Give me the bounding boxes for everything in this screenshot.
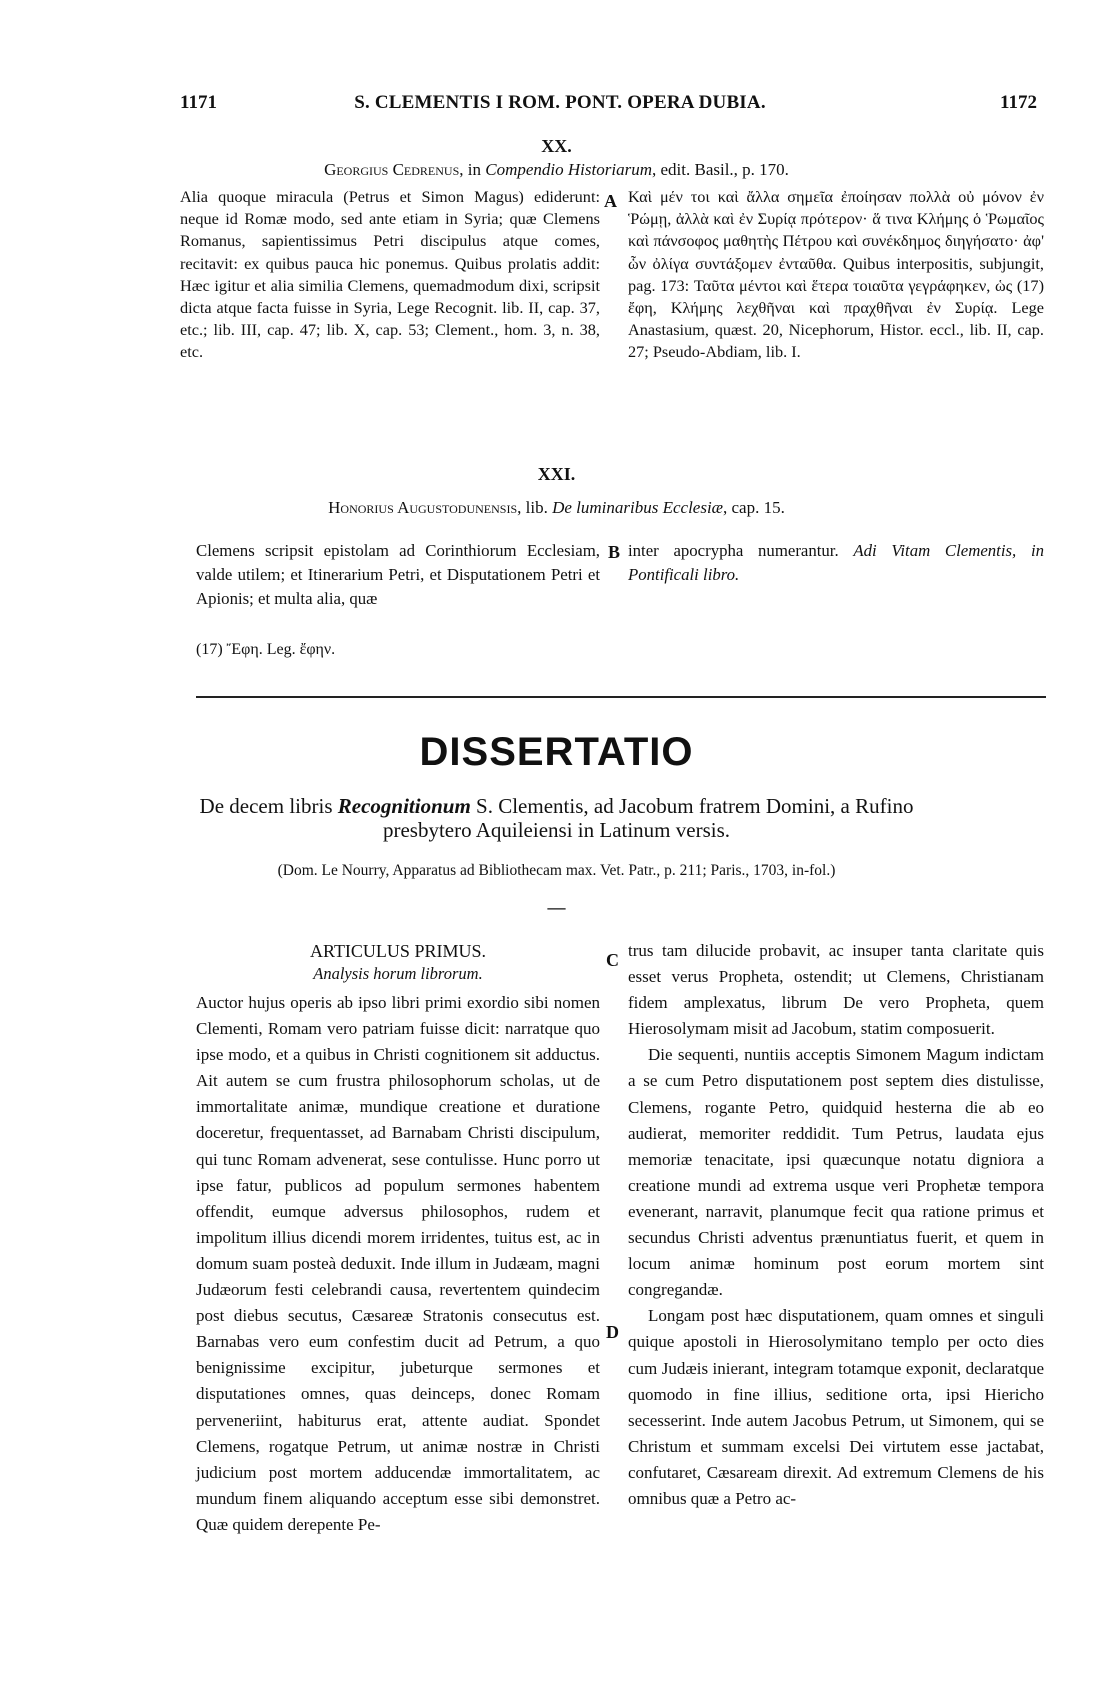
dissertatio-title: DISSERTATIO: [419, 730, 694, 774]
body-paragraph: Longam post hæc disputationem, quam omnes et singuli quique apostoli in Hierosolymitano templo per octo dies cum Judæis inierant, integram totamque exponit, declaratque quomodo in fine illius, seditione orta, ipsi Hiericho secesserint. Inde autem Jacobus Petrum, ut Simonem, qui se Christum et summam excelsi Dei virtutem esse jactabat, confutaret, Cæsaream direxit. Ad extremum Clemens de his omnibus quæ a Petro ac-: [628, 1306, 1044, 1508]
greek-paragraph: Καὶ μέν τοι καὶ ἄλλα σημεῖα ἐποίησαν πολλὰ οὐ μόνον ἐν Ῥώμῃ, ἀλλὰ καὶ ἐν Συρίᾳ πρότερον· ἅ τινα Κλήμης ὁ Ῥωμαῖος καὶ πάνσοφος μαθητὴς Πέτρου καὶ συνέκδημος διηγήσατο· ἀφ' ὧν ὀλίγα συντάξομεν ἐνταῦθα. Quibus interpositis, subjungit, pag. 173: Ταῦτα μέντοι καὶ ἕτερα τοιαῦτα γεγράφηκεν, ὡς (17) ἔφη, Κλήμης λεχθῆναι καὶ πραχθῆναι ἐν Συρίᾳ. Lege Anastasium, quæst. 20, Nicephorum, Histor. eccl., lib. II, cap. 27; Pseudo-Abdiam, lib. I.: [628, 187, 1044, 362]
subtitle-text: S. Clementis, ad Jacobum fratrem Domini, a Rufino: [470, 794, 914, 818]
running-head: [180, 92, 940, 116]
margin-letter-b: B: [608, 542, 621, 562]
dissertatio-subtitle-line2: presbytero Aquileiensi in Latinum versis.: [382, 818, 731, 842]
section-xx-latin-column: [180, 186, 600, 364]
section-xxi-source: [0, 498, 1113, 518]
right-text: inter apocrypha numerantur.: [628, 541, 854, 560]
margin-letter-a: A: [604, 191, 617, 211]
source-author: Honorius Augustodunensis: [328, 498, 518, 517]
source-author: Georgius Cedrenus: [324, 160, 460, 179]
body-paragraph: Die sequenti, nuntiis acceptis Simonem Magum indictam a se cum Petro disputationem post septem dies distulisse, Clemens, rogante Petro, quidquid hesterna die ab eo audierat, memoriter reddidit. Tum Petrus, laudata ejus memoriæ tenacitate, ipsi quæcunque notatu digniora a creatione mundi ad extrema usque veri Prophetæ tempora evenerant, narravit, planumque fecit qua ratione primus et secundus Christi adventus prænuntiatus fuerit, et quem in locum animæ hominum post eorum mortem sint congregandæ.: [628, 1045, 1044, 1300]
articulus-left-column: [196, 990, 600, 1538]
source-work: De luminaribus Ecclesiæ: [552, 498, 724, 517]
body-paragraph: Auctor hujus operis ab ipso libri primi exordio sibi nomen Clementi, Romam vero patriam fuisse dicit: narratque quo ipse modo, et a quibus in Christi cognitionem sit adductus. Ait autem se cum frustra philosophorum scholas, ut de immortalitate animæ, mundique creatione et duratione doceretur, frequentasset, ad Barnabam Christi discipulum, qui tunc Romam advenerat, sese contulisse. Hunc porro ut ipse fatur, publicos ad populum sermones habentem offendit, eumque adversus philosophos, rudem et impolitum illius dicendi morem irridentes, tuitus est, ac in domum suam posteà deduxit. Inde illum in Judæam, magni Judæorum festi celebrandi causa, revertentem quindecim post diebus secutus, Cæsareæ Stratonis consecutus est. Barnabas vero eum confestim ducit ad Petrum, a quo benignissime excipitur, jubeturque sermones et disputationes omnes, quas deinceps, donec Romam perveneriint, habiturus erat, attente audiat. Spondet Clemens, rogatque Petrum, ut animæ nostræ in Christi judicium post mortem adducendæ immortalitatem, ac mundum finem aliquando acceptum esse sibi demonstret. Quæ quidem derepente Pe-: [196, 993, 600, 1534]
right-text-italic: Adi Vitam Clementis, in Pontificali libro.: [628, 541, 1044, 584]
section-xxi-number: XXI.: [537, 464, 576, 484]
footnote-17: (17) Ἔφη. Leg. ἔφην.: [196, 641, 336, 658]
column-number-right: 1172: [1000, 92, 1037, 113]
articulus-subheading: Analysis horum librorum.: [313, 964, 483, 983]
source-text: , edit. Basil., p. 170.: [651, 160, 789, 179]
section-xxi-right-column: [628, 539, 1044, 587]
subtitle-italic: Recognitionum: [337, 794, 471, 818]
separator-rule: [196, 696, 1046, 698]
subtitle-text: De decem libris: [199, 794, 338, 818]
source-work: Compendio Historiarum: [485, 160, 652, 179]
running-title: S. CLEMENTIS I ROM. PONT. OPERA DUBIA.: [354, 92, 766, 113]
body-paragraph: trus tam dilucide probavit, ac insuper tanta claritate quis esset verus Propheta, ostendit; ut Clemens, Christianam fidem amplexatus, librum De vero Propheta, quem Hierosolymam misit ad Jacobum, statim composuerit.: [628, 941, 1044, 1039]
column-number-left: 1171: [180, 92, 217, 113]
articulus-heading: ARTICULUS PRIMUS.: [310, 941, 486, 961]
margin-letter-d: D: [606, 1322, 619, 1342]
source-text: , cap. 15.: [723, 498, 785, 517]
section-xx-number: XX.: [541, 136, 572, 156]
dissertatio-subtitle-line1: [0, 794, 1113, 818]
latin-paragraph: Alia quoque miracula (Petrus et Simon Magus) ediderunt: neque id Romæ modo, sed ante etiam in Syria; quæ Clemens Romanus, sapientissimus Petri discipulus atque comes, recitavit: ex quibus pauca hic ponemus. Quibus prolatis addit: Hæc igitur et alia similia Clemens, quemadmodum dixi, scripsit dicta atque facta fuisse in Syria, Lege Recognit. lib. II, cap. 37, etc.; lib. III, cap. 47; lib. X, cap. 53; Clement., hom. 3, n. 38, etc.: [180, 187, 600, 362]
section-xx-source: [0, 160, 1113, 180]
articulus-right-column: [628, 938, 1044, 1512]
center-dash: —: [547, 897, 566, 917]
section-xxi-left-column: Clemens scripsit epistolam ad Corinthiorum Ecclesiam, valde utilem; et Itinerarium Petri, et Disputationem Petri et Apionis; et multa alia, quæ: [196, 541, 600, 608]
dissertatio-source-note: (Dom. Le Nourry, Apparatus ad Bibliothecam max. Vet. Patr., p. 211; Paris., 1703, in-fol.): [277, 862, 836, 879]
section-xx-greek-column: [628, 186, 1044, 364]
margin-letter-c: C: [606, 950, 619, 970]
source-text: , in: [459, 160, 486, 179]
source-text: , lib.: [517, 498, 553, 517]
